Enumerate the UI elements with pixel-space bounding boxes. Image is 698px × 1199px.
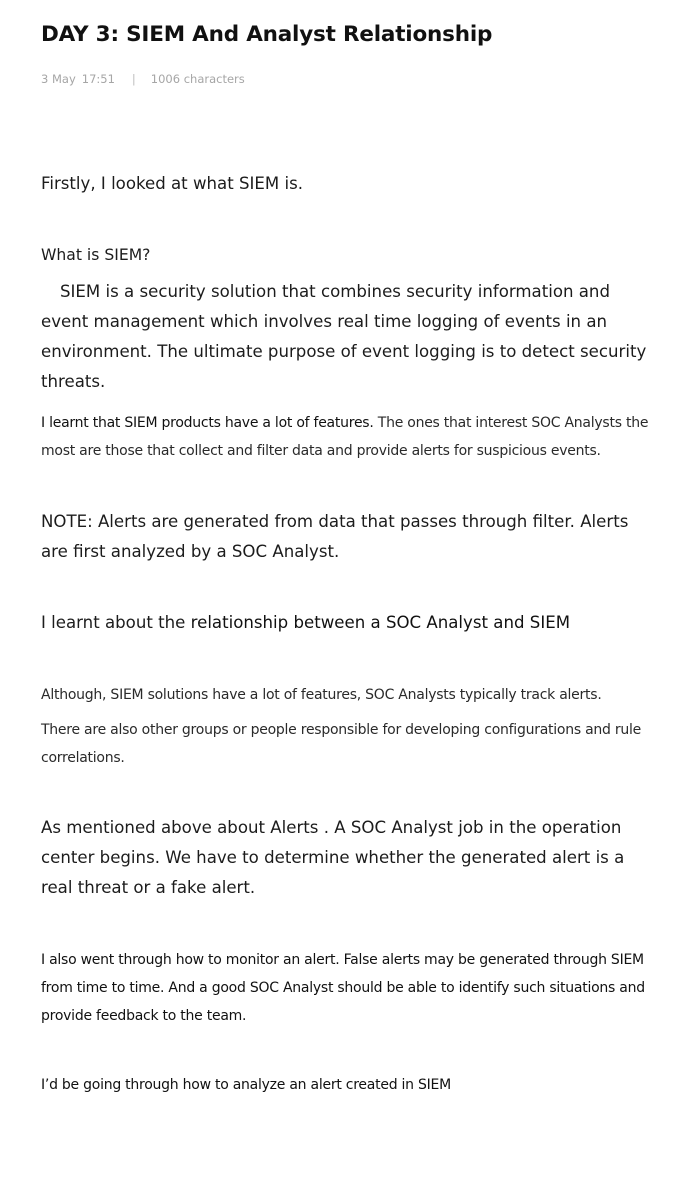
- paragraph-intro: Firstly, I looked at what SIEM is.: [41, 174, 304, 193]
- paragraph-monitor-alert: I also went through how to monitor an alert. False alerts may be generated through SIEM from time to time. And a good SOC Analyst should be able to identify such situations and provide feedback to the team.: [41, 952, 645, 1024]
- paragraph-heading-what-is-siem: What is SIEM?: [41, 246, 151, 264]
- meta-date: 3 May: [41, 72, 76, 86]
- paragraph-track-alerts: Although, SIEM solutions have a lot of features, SOC Analysts typically track alerts.: [41, 687, 602, 703]
- article-title: DAY 3: SIEM And Analyst Relationship: [41, 22, 493, 47]
- paragraph-siem-definition: SIEM is a security solution that combines security information and event management which involves real time logging of events in an environment. The ultimate purpose of event logging is to detect security threats.: [41, 282, 647, 391]
- paragraph-note: NOTE: Alerts are generated from data that passes through filter. Alerts are first analyzed by a SOC Analyst.: [41, 512, 629, 561]
- meta-separator: |: [131, 72, 136, 86]
- article-meta: [41, 72, 245, 86]
- paragraph-next-steps: I’d be going through how to analyze an alert created in SIEM: [41, 1077, 451, 1093]
- paragraph-siem-features-lead: I learnt that SIEM products have a lot of features.: [41, 415, 374, 431]
- paragraph-relationship-topic: relationship between a SOC Analyst and SIEM: [190, 613, 571, 632]
- paragraph-analyst-job: As mentioned above about Alerts . A SOC Analyst job in the operation center begins. We have to determine whether the generated alert is a real threat or a fake alert.: [41, 818, 625, 897]
- paragraph-other-groups: There are also other groups or people responsible for developing configurations and rule correlations.: [41, 722, 642, 766]
- paragraph-relationship-lead: I learnt about the: [41, 613, 191, 632]
- paragraph-siem-features-rest: The ones that interest SOC Analysts the most are those that collect and filter data and provide alerts for suspicious events.: [41, 415, 649, 459]
- meta-char-count: 1006 characters: [150, 72, 245, 86]
- paragraph-siem-features: [41, 409, 651, 465]
- meta-time: 17:51: [81, 72, 115, 86]
- paragraph-relationship: [41, 608, 651, 638]
